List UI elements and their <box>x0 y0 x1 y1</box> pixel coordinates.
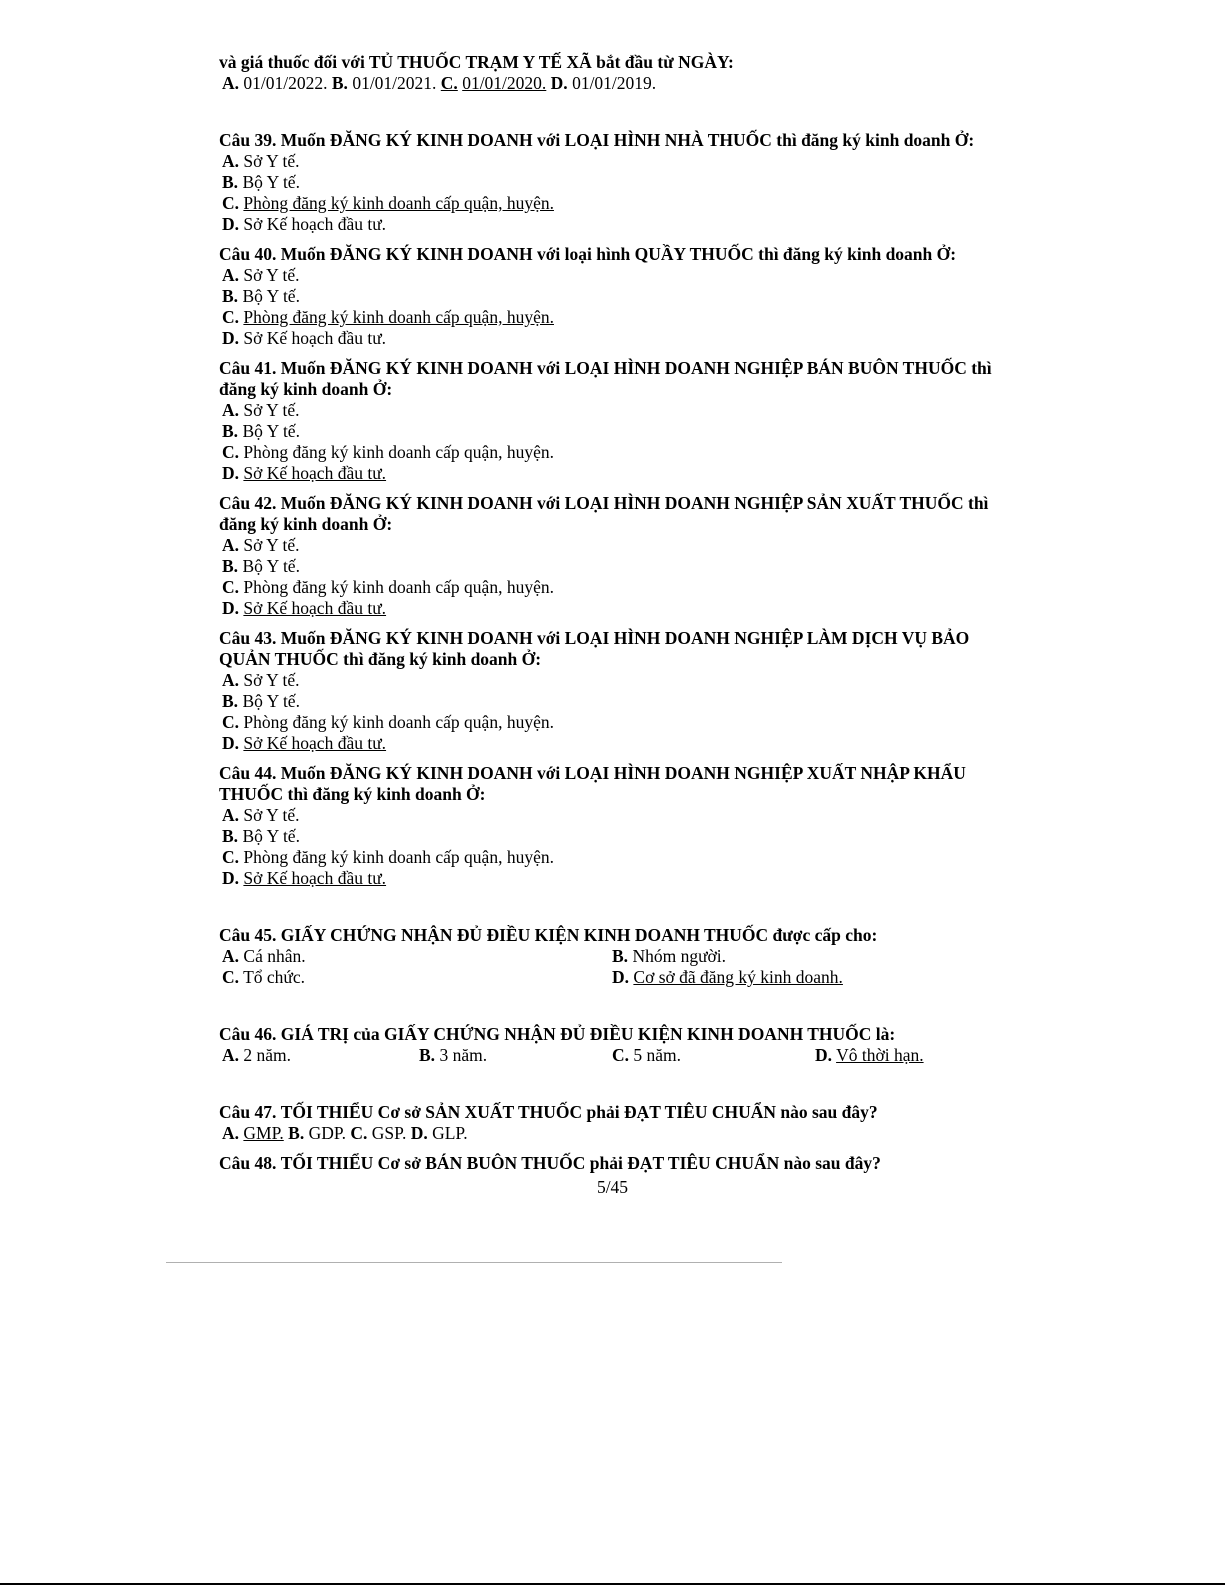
option-text: Sở Y tế. <box>243 265 300 285</box>
option-text: 3 năm. <box>439 1045 488 1065</box>
option-letter-answer: C. <box>440 73 458 93</box>
question-text: Muốn ĐĂNG KÝ KINH DOANH với LOẠI HÌNH DOANH NGHIỆP SẢN XUẤT THUỐC thì đăng ký kinh doanh Ở: <box>219 493 989 534</box>
question-label: Câu 46. <box>219 1024 277 1044</box>
option-letter: B. <box>222 556 239 576</box>
option-letter: D. <box>222 733 240 753</box>
option-letter: A. <box>222 265 240 285</box>
option-text: Phòng đăng ký kinh doanh cấp quận, huyện. <box>243 577 554 597</box>
option-letter: C. <box>612 1045 630 1065</box>
option-text: Sở Y tế. <box>243 535 300 555</box>
option-letter: A. <box>222 1123 240 1143</box>
option-letter: A. <box>222 1045 240 1065</box>
option-text: Sở Kế hoạch đầu tư. <box>243 328 387 348</box>
question-label: Câu 48. <box>219 1153 277 1173</box>
option-text-answer: 01/01/2020. <box>462 73 547 93</box>
option-letter: D. <box>612 967 630 987</box>
option-letter: B. <box>612 946 629 966</box>
question-text: Muốn ĐĂNG KÝ KINH DOANH với LOẠI HÌNH DOANH NGHIỆP LÀM DỊCH VỤ BẢO QUẢN THUỐC thì đăng ký kinh doanh Ở: <box>219 628 970 669</box>
option-text-answer: Sở Kế hoạch đầu tư. <box>243 598 387 618</box>
option-a <box>222 946 612 967</box>
option-letter: A. <box>222 73 240 93</box>
question-label: Câu 47. <box>219 1102 277 1122</box>
option-text: Nhóm người. <box>632 946 727 966</box>
option-letter: B. <box>419 1045 436 1065</box>
option-c <box>219 577 1009 598</box>
option-text-answer: Sở Kế hoạch đầu tư. <box>243 463 387 483</box>
question-label: Câu 43. <box>219 628 277 648</box>
question-45 <box>219 925 1009 946</box>
option-text: Sở Y tế. <box>243 805 300 825</box>
option-text: GDP. <box>308 1123 347 1143</box>
option-letter: C. <box>222 307 240 327</box>
option-letter: A. <box>222 400 240 420</box>
option-d-answer <box>219 598 1009 619</box>
option-a <box>219 265 1009 286</box>
question-41 <box>219 358 1009 400</box>
option-d-answer <box>219 733 1009 754</box>
option-text: Phòng đăng ký kinh doanh cấp quận, huyện. <box>243 847 554 867</box>
question-text: TỐI THIỂU Cơ sở SẢN XUẤT THUỐC phải ĐẠT TIÊU CHUẨN nào sau đây? <box>280 1102 878 1122</box>
option-letter: D. <box>222 328 240 348</box>
option-letter: C. <box>222 967 240 987</box>
option-text: Bộ Y tế. <box>242 421 300 441</box>
option-text-answer: Phòng đăng ký kinh doanh cấp quận, huyện. <box>243 307 554 327</box>
option-text: Sở Y tế. <box>243 670 300 690</box>
option-letter: A. <box>222 151 240 171</box>
option-text: Bộ Y tế. <box>242 172 300 192</box>
option-letter: B. <box>222 826 239 846</box>
question-text: TỐI THIỂU Cơ sở BÁN BUÔN THUỐC phải ĐẠT TIÊU CHUẨN nào sau đây? <box>280 1153 881 1173</box>
option-text: Bộ Y tế. <box>242 556 300 576</box>
option-letter: C. <box>222 442 240 462</box>
option-c <box>612 1045 815 1066</box>
option-letter: B. <box>288 1123 305 1143</box>
option-grid <box>219 1045 1009 1066</box>
option-a <box>219 670 1009 691</box>
option-text: Bộ Y tế. <box>242 286 300 306</box>
question-label: Câu 44. <box>219 763 277 783</box>
option-letter: A. <box>222 670 240 690</box>
option-a <box>219 400 1009 421</box>
question-text: GIẤY CHỨNG NHẬN ĐỦ ĐIỀU KIỆN KINH DOANH THUỐC được cấp cho: <box>280 925 878 945</box>
question-text: Muốn ĐĂNG KÝ KINH DOANH với LOẠI HÌNH DOANH NGHIỆP XUẤT NHẬP KHẨU THUỐC thì đăng ký kinh doanh Ở: <box>219 763 966 804</box>
option-text: Phòng đăng ký kinh doanh cấp quận, huyện. <box>243 442 554 462</box>
option-text: 2 năm. <box>243 1045 292 1065</box>
option-c-answer <box>219 193 1009 214</box>
option-text: Sở Y tế. <box>243 151 300 171</box>
option-letter: D. <box>222 463 240 483</box>
option-row-inline <box>219 1123 1009 1144</box>
option-b <box>219 556 1009 577</box>
question-label: Câu 40. <box>219 244 277 264</box>
option-letter: D. <box>550 73 568 93</box>
option-text: Sở Kế hoạch đầu tư. <box>243 214 387 234</box>
option-text: 5 năm. <box>633 1045 682 1065</box>
question-43 <box>219 628 1009 670</box>
question-42 <box>219 493 1009 535</box>
option-text: Phòng đăng ký kinh doanh cấp quận, huyện. <box>243 712 554 732</box>
question-46 <box>219 1024 1009 1045</box>
option-letter: B. <box>222 286 239 306</box>
option-b <box>219 691 1009 712</box>
question-label: Câu 45. <box>219 925 277 945</box>
option-b <box>219 286 1009 307</box>
option-grid <box>219 946 1009 988</box>
option-text: Cá nhân. <box>243 946 306 966</box>
option-text: Sở Y tế. <box>243 400 300 420</box>
page-number: 5/45 <box>596 1177 629 1197</box>
option-letter: B. <box>222 691 239 711</box>
question-47 <box>219 1102 1009 1123</box>
option-letter: A. <box>222 805 240 825</box>
option-text: GSP. <box>371 1123 407 1143</box>
option-text: 01/01/2021. <box>352 73 437 93</box>
option-letter: C. <box>222 712 240 732</box>
question-label: Câu 42. <box>219 493 277 513</box>
option-d <box>219 328 1009 349</box>
question-text: Muốn ĐĂNG KÝ KINH DOANH với LOẠI HÌNH DOANH NGHIỆP BÁN BUÔN THUỐC thì đăng ký kinh doanh Ở: <box>219 358 992 399</box>
option-letter: B. <box>222 421 239 441</box>
option-d <box>219 214 1009 235</box>
option-c <box>219 712 1009 733</box>
option-d-answer <box>219 868 1009 889</box>
option-b <box>219 826 1009 847</box>
question-text: GIÁ TRỊ của GIẤY CHỨNG NHẬN ĐỦ ĐIỀU KIỆN KINH DOANH THUỐC là: <box>280 1024 896 1044</box>
page-divider <box>166 1262 782 1263</box>
option-text-answer: Cơ sở đã đăng ký kinh doanh. <box>633 967 843 987</box>
option-text-answer: GMP. <box>243 1123 284 1143</box>
question-label: Câu 41. <box>219 358 277 378</box>
option-a <box>219 151 1009 172</box>
option-b <box>219 172 1009 193</box>
option-c <box>219 847 1009 868</box>
question-39 <box>219 130 1009 151</box>
option-letter: C. <box>222 577 240 597</box>
option-text: Bộ Y tế. <box>242 826 300 846</box>
option-b <box>612 946 1002 967</box>
question-44 <box>219 763 1009 805</box>
option-a <box>219 535 1009 556</box>
question-continuation <box>219 52 1009 73</box>
option-a <box>219 805 1009 826</box>
option-letter: C. <box>222 193 240 213</box>
option-c <box>219 442 1009 463</box>
option-b <box>419 1045 612 1066</box>
question-40 <box>219 244 1009 265</box>
question-label: Câu 39. <box>219 130 277 150</box>
option-text-answer: Vô thời hạn. <box>836 1045 924 1065</box>
option-letter: C. <box>222 847 240 867</box>
page-content <box>219 52 1009 1174</box>
question-48 <box>219 1153 1009 1174</box>
option-text-answer: Sở Kế hoạch đầu tư. <box>243 868 387 888</box>
option-text: GLP. <box>432 1123 468 1143</box>
option-text-answer: Sở Kế hoạch đầu tư. <box>243 733 387 753</box>
option-letter: D. <box>815 1045 833 1065</box>
option-letter: B. <box>331 73 348 93</box>
option-letter: D. <box>222 214 240 234</box>
option-text: Tổ chức. <box>243 967 306 987</box>
option-row-inline <box>219 73 1009 94</box>
option-letter: A. <box>222 535 240 555</box>
option-letter: D. <box>222 598 240 618</box>
option-text-answer: Phòng đăng ký kinh doanh cấp quận, huyện. <box>243 193 554 213</box>
option-text: 01/01/2022. <box>243 73 328 93</box>
option-letter: B. <box>222 172 239 192</box>
option-d-answer <box>815 1045 1005 1066</box>
option-d-answer <box>612 967 1002 988</box>
question-text: và giá thuốc đối với TỦ THUỐC TRẠM Y TẾ XÃ bắt đầu từ NGÀY: <box>219 52 734 72</box>
option-c <box>222 967 612 988</box>
option-d-answer <box>219 463 1009 484</box>
option-letter: D. <box>222 868 240 888</box>
option-letter: D. <box>410 1123 428 1143</box>
option-c-answer <box>219 307 1009 328</box>
option-text: 01/01/2019. <box>572 73 657 93</box>
option-b <box>219 421 1009 442</box>
question-text: Muốn ĐĂNG KÝ KINH DOANH với LOẠI HÌNH NHÀ THUỐC thì đăng ký kinh doanh Ở: <box>280 130 975 150</box>
question-text: Muốn ĐĂNG KÝ KINH DOANH với loại hình QUẦY THUỐC thì đăng ký kinh doanh Ở: <box>280 244 957 264</box>
option-letter: A. <box>222 946 240 966</box>
option-a <box>222 1045 419 1066</box>
option-letter: C. <box>350 1123 368 1143</box>
option-text: Bộ Y tế. <box>242 691 300 711</box>
